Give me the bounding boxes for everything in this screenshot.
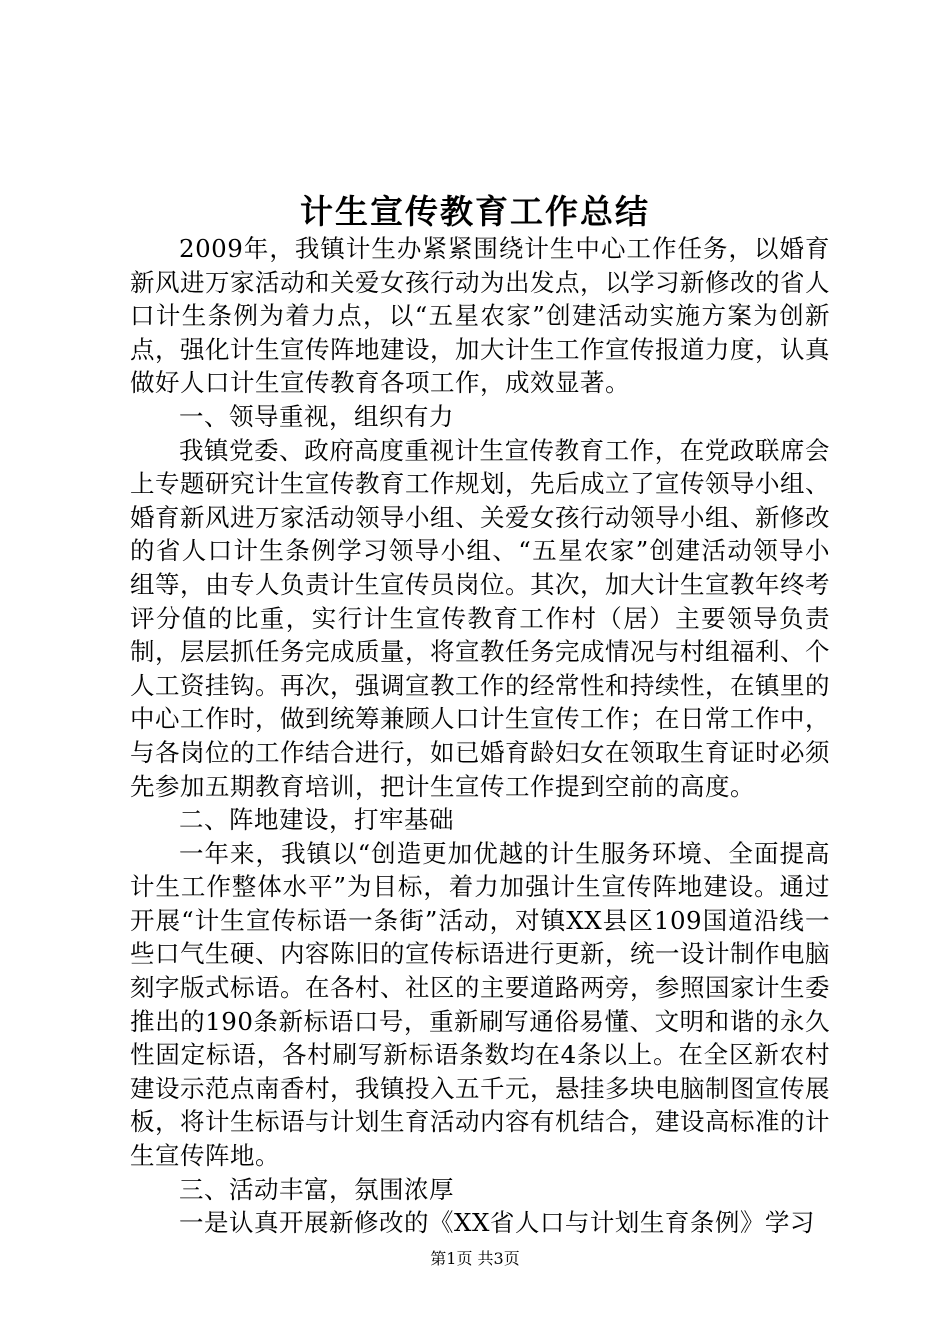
section-paragraph-2: 一年来，我镇以“创造更加优越的计生服务环境、全面提高计生工作整体水平”为目标，着力加强计生宣传阵地建设。通过开展“计生宣传标语一条街”活动，对镇XX县区109国道沿线一些口气生硬、内容陈旧的宣传标语进行更新，统一设计制作电脑刻字版式标语。在各村、社区的主要道路两旁，参照国家计生委推出的190条新标语口号，重新刷写通俗易懂、文明和谐的永久性固定标语，各村刷写新标语条数均在4条以上。在全区新农村建设示范点南香村，我镇投入五千元，悬挂多块电脑制图宣传展板，将计生标语与计划生育活动内容有机结合，建设高标准的计生宣传阵地。 [130,838,830,1171]
document-body [130,232,830,1240]
section-paragraph-1: 我镇党委、政府高度重视计生宣传教育工作，在党政联席会上专题研究计生宣传教育工作规划，先后成立了宣传领导小组、婚育新风进万家活动领导小组、关爱女孩行动领导小组、新修改的省人口计生条例学习领导小组、“五星农家”创建活动领导小组等，由专人负责计生宣传员岗位。其次，加大计生宣教年终考评分值的比重，实行计生宣传教育工作村（居）主要领导负责制，层层抓任务完成质量，将宣教任务完成情况与村组福利、个人工资挂钩。再次，强调宣教工作的经常性和持续性，在镇里的中心工作时，做到统筹兼顾人口计生宣传工作；在日常工作中，与各岗位的工作结合进行，如已婚育龄妇女在领取生育证时必须先参加五期教育培训，把计生宣传工作提到空前的高度。 [130,435,830,801]
section-paragraph-3: 一是认真开展新修改的《XX省人口与计划生育条例》学习 [179,1208,815,1238]
section-heading-3: 三、活动丰富，氛围浓厚 [179,1174,454,1204]
document-title: 计生宣传教育工作总结 [300,192,650,231]
section-heading-2: 二、阵地建设，打牢基础 [179,805,454,835]
page-number-footer: 第1页 共3页 [430,1249,520,1268]
section-heading-1: 一、领导重视，组织有力 [179,401,454,431]
intro-paragraph: 2009年，我镇计生办紧紧围绕计生中心工作任务，以婚育新风进万家活动和关爱女孩行动为出发点，以学习新修改的省人口计生条例为着力点，以“五星农家”创建活动实施方案为创新点，强化计生宣传阵地建设，加大计生工作宣传报道力度，认真做好人口计生宣传教育各项工作，成效显著。 [130,234,830,398]
